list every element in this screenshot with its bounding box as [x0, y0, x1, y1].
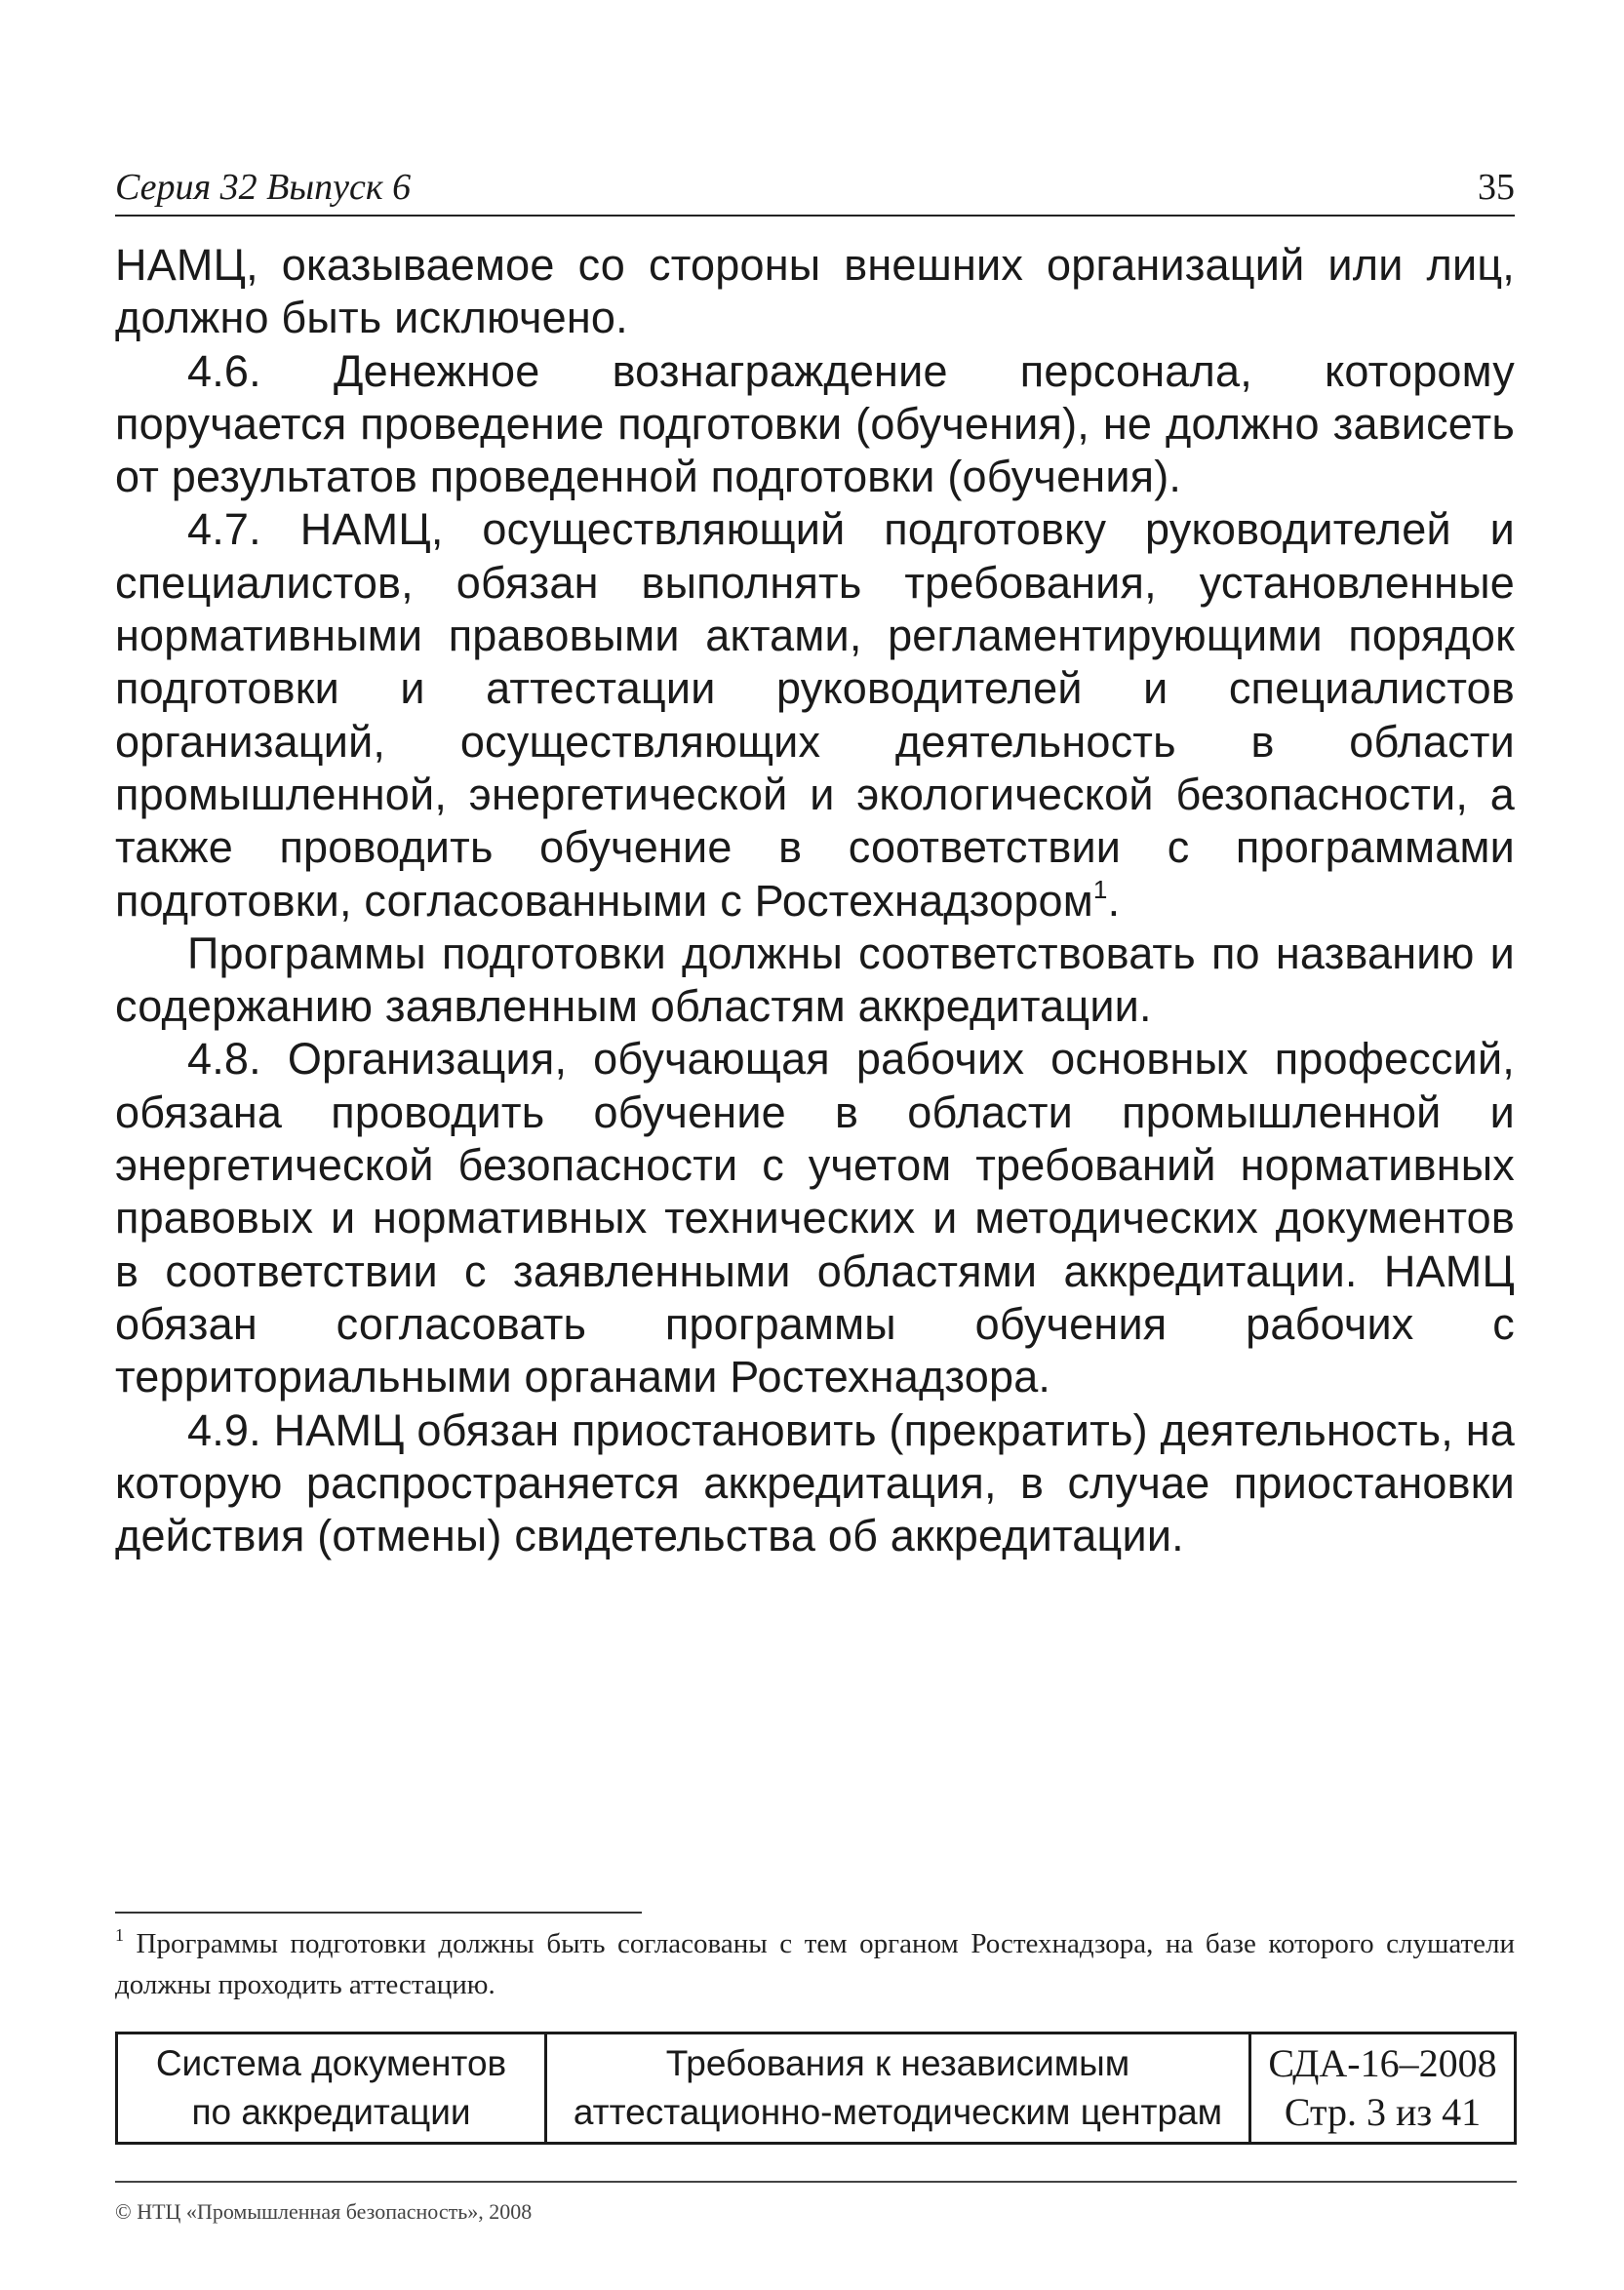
footnote-text: Программы подготовки должны быть согласованы с тем органом Ростехнадзора, на базе которого слушатели должны проходить аттестацию. — [115, 1928, 1515, 2000]
paragraph-programs: Программы подготовки должны соответствовать по названию и содержанию заявленным областям аккредитации. — [115, 928, 1515, 1032]
footnote-divider — [115, 1912, 642, 1914]
running-header — [115, 166, 1515, 217]
paragraph-4-7-text: 4.7. НАМЦ, осуществляющий подготовку руководителей и специалистов, обязан выполнять требования, установленные нормативными правовыми актами, регламентирующими порядок подготовки и аттестации руководителей и специалистов организаций, осуществляющих деятельность в области промышленной, энергетической и экологической безопасности, а также проводить обучение в соответствии с программами подготовки, согласованными с Ростехнадзором — [115, 504, 1515, 926]
document-code: СДА-16–2008 — [1268, 2041, 1497, 2085]
body-text — [115, 239, 1515, 1562]
document-info-table — [115, 2032, 1517, 2145]
document-system-line1: Система документов — [155, 2043, 507, 2083]
document-title-line2: аттестационно-методическим центрам — [573, 2092, 1223, 2132]
document-system-cell — [118, 2034, 547, 2142]
paragraph-4-9: 4.9. НАМЦ обязан приостановить (прекратить) деятельность, на которую распространяется аккредитация, в случае приостановки действия (отмены) свидетельства об аккредитации. — [115, 1404, 1515, 1561]
footnote-reference: 1 — [1092, 874, 1108, 904]
paragraph-4-7-end: . — [1107, 875, 1121, 926]
document-code-cell — [1251, 2034, 1514, 2142]
paragraph-4-8: 4.8. Организация, обучающая рабочих основных профессий, обязана проводить обучение в области промышленной и энергетической безопасности с учетом требований нормативных правовых и нормативных технических и методических документов в соответствии с заявленными областями аккредитации. НАМЦ обязан согласовать программы обучения рабочих с территориальными органами Ростехнадзора. — [115, 1034, 1515, 1402]
paragraph-4-6: 4.6. Денежное вознаграждение персонала, которому поручается проведение подготовки (обучения), не должно зависеть от результатов проведенной подготовки (обучения). — [115, 345, 1515, 502]
footnote — [115, 1923, 1515, 2005]
document-title-line1: Требования к независимым — [665, 2043, 1130, 2083]
page-counter: Стр. 3 из 41 — [1284, 2090, 1482, 2134]
document-system-line2: по аккредитации — [191, 2092, 471, 2132]
bottom-divider — [115, 2181, 1517, 2183]
copyright-notice: © НТЦ «Промышленная безопасность», 2008 — [115, 2199, 533, 2224]
document-title-cell — [547, 2034, 1251, 2142]
footnote-mark: 1 — [115, 1925, 124, 1945]
paragraph-1: НАМЦ, оказываемое со стороны внешних организаций или лиц, должно быть исключено. — [115, 240, 1515, 343]
series-title: Серия 32 Выпуск 6 — [115, 167, 412, 208]
paragraph-4-7 — [115, 503, 1515, 927]
page-number: 35 — [1478, 167, 1515, 208]
